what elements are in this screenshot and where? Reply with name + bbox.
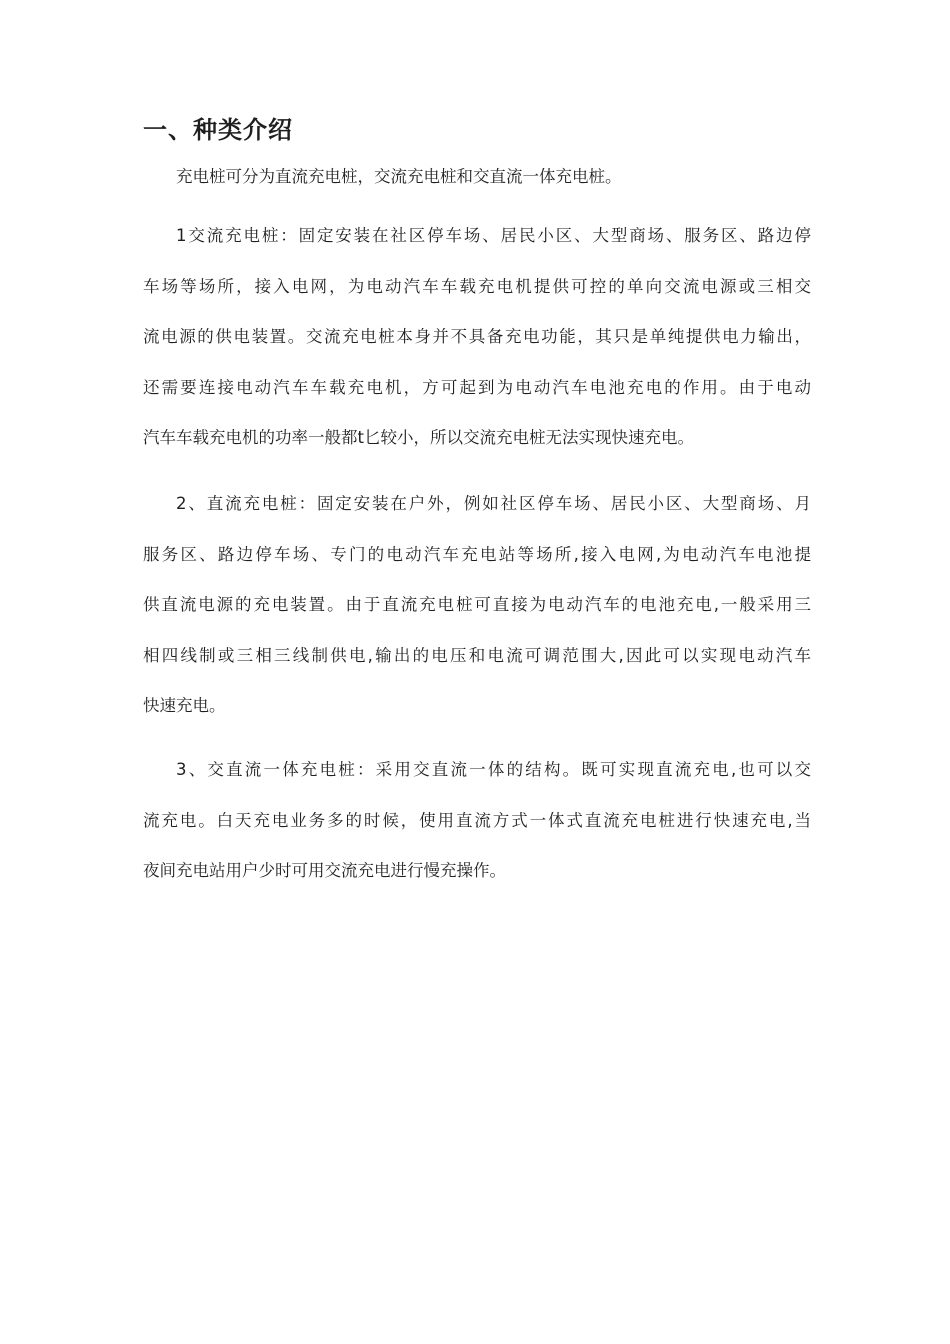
paragraph-line: 1交流充电桩：固定安装在社区停车场、居民小区、大型商场、服务区、路边停 bbox=[176, 226, 811, 245]
section-heading: 一、种类介绍 bbox=[143, 116, 293, 144]
paragraph-dc-charger bbox=[143, 479, 811, 732]
paragraph-line: 车场等场所，接入电网，为电动汽车车载充电机提供可控的单向交流电源或三相交 bbox=[143, 276, 811, 296]
paragraph-line: 流电源的供电装置。交流充电桩本身并不具备充电功能，其只是单纯提供电力输出， bbox=[143, 327, 811, 346]
paragraph-line: 还需要连接电动汽车车载充电机，方可起到为电动汽车电池充电的作用。由于电动 bbox=[143, 377, 811, 397]
paragraph-line: 流充电。白天充电业务多的时候，使用直流方式一体式直流充电桩进行快速充电,当 bbox=[143, 810, 811, 830]
intro-paragraph: 充电桩可分为直流充电桩，交流充电桩和交直流一体充电桩。 bbox=[176, 167, 622, 186]
paragraph-line: 3、交直流一体充电桩：采用交直流一体的结构。既可实现直流充电,也可以交 bbox=[176, 760, 811, 779]
paragraph-line: 快速充电。 bbox=[143, 696, 226, 715]
paragraph-ac-dc-charger bbox=[143, 745, 811, 897]
paragraph-line: 相四线制或三相三线制供电,输出的电压和电流可调范围大,因此可以实现电动汽车 bbox=[143, 645, 811, 665]
paragraph-line: 夜间充电站用户少时可用交流充电进行慢充操作。 bbox=[143, 861, 506, 880]
paragraph-line: 供直流电源的充电装置。由于直流充电桩可直接为电动汽车的电池充电,一般采用三 bbox=[143, 595, 811, 614]
paragraph-ac-charger bbox=[143, 211, 811, 464]
paragraph-line: 2、直流充电桩：固定安装在户外，例如社区停车场、居民小区、大型商场、月 bbox=[176, 494, 811, 513]
paragraph-line: 服务区、路边停车场、专门的电动汽车充电站等场所,接入电网,为电动汽车电池提 bbox=[143, 544, 811, 564]
paragraph-line: 汽车车载充电机的功率一般都t匕较小，所以交流充电桩无法实现快速充电。 bbox=[143, 428, 694, 447]
